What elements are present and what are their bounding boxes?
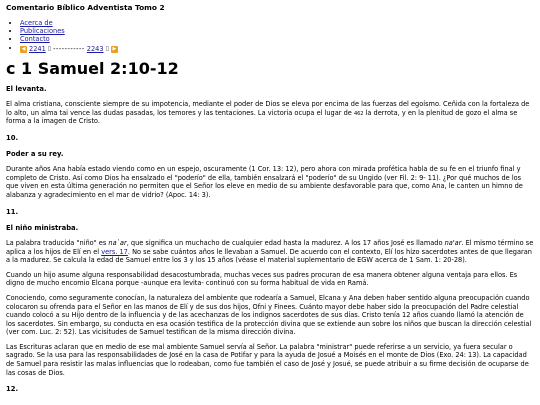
paragraph-text: El alma cristiana, consciente siempre de su impotencia, mediante el poder de Dios se eleva por encima de las fuerzas del egoísmo. Ceñida con la fortaleza de lo alto, un alma tai vence las dudas pasadas, los temores y las tentaciones. La victoria ocupa el lugar de [6, 99, 530, 117]
hebrew-term: na'ar [444, 239, 462, 248]
paragraph-text: La palabra traducida "niño" es [6, 239, 109, 248]
paragraph: Las Escrituras aclaran que en medio de ese mal ambiente Samuel servía al Señor. La palabra "ministrar" puede referirse a un servicio, ya fuera secular o sagrado. Se la usa para las responsabilidades de José en la casa de Potifar y para la ayuda de Josué a Moisés en el monte de Dios (Exo. 24: 13). La capacidad de Samuel para resistir las malas influencias que lo rodeaban, como fue también el caso de José y Josué, se puede atribuir a su firme decisión de ocuparse de las cosas de Dios. [6, 342, 529, 377]
nav-list [6, 19, 534, 54]
section-heading: El niño ministraba. [6, 224, 79, 233]
nav-link-contact[interactable]: Contacto [20, 35, 50, 44]
nav-item-about [20, 19, 534, 27]
site-title: Comentario Bíblico Adventista Tomo 2 [6, 3, 165, 12]
paragraph [6, 239, 534, 265]
prev-page-link[interactable]: 2241 [29, 45, 46, 54]
next-page-link[interactable]: 2243 [86, 45, 104, 54]
pager [20, 44, 534, 54]
book-icon: ▯ [105, 45, 109, 53]
page-marker: 462 [353, 110, 364, 117]
pager-separator: ----------- [53, 45, 85, 54]
paragraph-text: . No se sabe cuántos años le llevaban a Samuel. De acuerdo con el contexto, Elí los hizo sacerdotes antes de que llegaran a la madurez. Se calcula la edad de Samuel entre los 3 y los 15 años (véase el material suplementario de EGW acerca de 1 Sam. 1: 20-28). [6, 247, 532, 265]
nav-link-about[interactable]: Acerca de [20, 18, 53, 27]
paragraph-text: la derrota, y en la plenitud de gozo el alma se forma a la imagen de Cristo. [6, 108, 518, 126]
prev-arrow-icon[interactable]: • ◀ [21, 45, 26, 52]
hebrew-term: na`ar [108, 239, 127, 248]
section-heading: Poder a su rey. [6, 150, 64, 159]
verse-link[interactable]: vers. 17 [101, 247, 128, 256]
nav-link-publications[interactable]: Publicaciones [20, 27, 65, 36]
paragraph: Cuando un hijo asume alguna responsabilidad desacostumbrada, muchas veces sus padres procuran de esa manera obtener alguna ventaja para ellos. Es digno de mucho encomio Elcana porque -aunque era levita- continuó con su forma habitual de vida en Ramá. [6, 270, 518, 288]
section-heading: El levanta. [6, 85, 47, 94]
paragraph: Conociendo, como seguramente conocían, la naturaleza del ambiente que rodearía a Samuel, Elcana y Ana deben haber sentido alguna preocupación cuando colocaron su ofrenda para el Señor en las manos de Elí y de sus dos hijos, Ofni y Finees. Cuánto mayor debe haber sido la preocupación del Padre celestial cuando colocó a su Hijo dentro de la influencia y de las acechanzas de los indignos sacerdotes de sus días. Cristo tenía 12 años cuando llamó la atención de los sacerdotes. Sin embargo, su conducta en esa ocasión testifica de la protección divina que se extiende aun sobre los niños que buscan la dirección celestial (ver com. Luc. 2: 52). Las vicisitudes de Samuel testifican de la misma dirección divina. [6, 294, 532, 337]
paragraph-text: . El mismo término se aplica a los hijos de Elí en el [6, 239, 534, 256]
paragraph: Durante años Ana había estado viendo como en un espejo, oscuramente (1 Cor. 13: 12), pero ahora con mirada profética habla de su fe en el triunfo final y completo de Cristo. Así como Dios ha ensalzado el "poderío" de ella, también ensalzará el "poderío" de su Ungido (ver Fil. 2: 9- 11). ¿Por qué muchos de los que viven en esta última generación no permiten que el Señor los eleve en medio de su ambiente desfavorable para que, como Ana, le canten un himno de alabanza y agradecimiento en el mar de vidrio? (Apoc. 14: 3). [6, 165, 523, 199]
paragraph [6, 100, 534, 126]
nav-item-contact [20, 35, 534, 43]
section-heading: 12. [6, 385, 19, 394]
nav-item-publications [20, 27, 534, 35]
book-icon: ▯ [47, 45, 52, 53]
section-heading: 10. [6, 133, 19, 142]
section-heading: 11. [6, 207, 19, 216]
chapter-title: c 1 Samuel 2:10-12 [6, 58, 179, 78]
paragraph-text: , que significa un muchacho de cualquier edad hasta la madurez. A los 17 años José es llamado [126, 239, 445, 248]
next-arrow-icon[interactable]: ▶ [112, 45, 117, 52]
